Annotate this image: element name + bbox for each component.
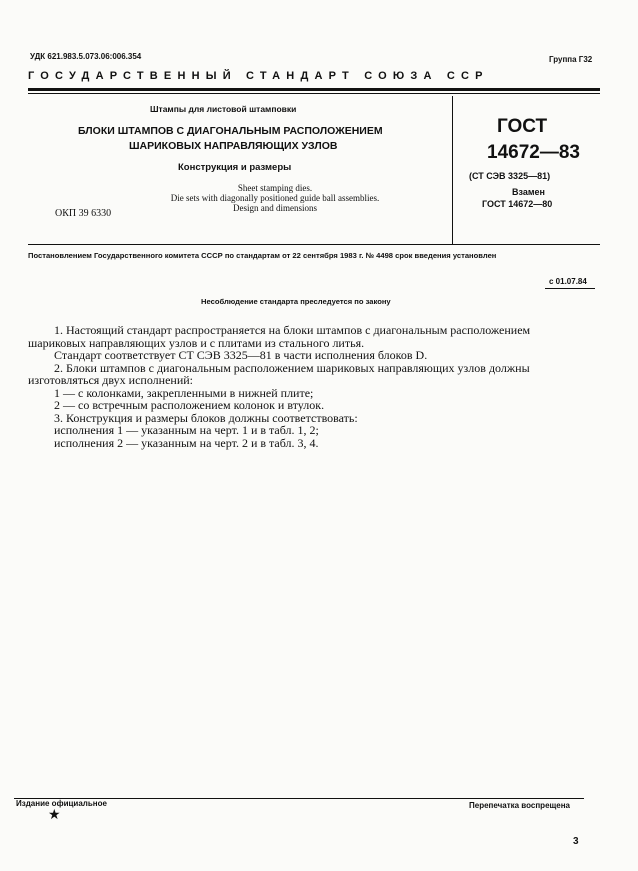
gost-label: ГОСТ [497, 116, 548, 137]
replaced-gost: ГОСТ 14672—80 [482, 199, 553, 209]
effective-date: с 01.07.84 [549, 277, 587, 286]
page-number: 3 [573, 836, 579, 847]
decree-text: Постановлением Государственного комитета СССР по стандартам от 22 сентября 1983 г. № 4498 срок введения установлен [28, 251, 497, 260]
state-standard-banner: ГОСУДАРСТВЕННЫЙ СТАНДАРТ СОЮЗА ССР [28, 70, 489, 82]
clause-2-item1: 1 — с колонками, закрепленными в нижней плите; [54, 385, 314, 400]
standard-title-line1: БЛОКИ ШТАМПОВ С ДИАГОНАЛЬНЫМ РАСПОЛОЖЕНИЕМ [78, 125, 383, 137]
standard-title-line2: ШАРИКОВЫХ НАПРАВЛЯЮЩИХ УЗЛОВ [129, 140, 338, 152]
reprint-prohibited: Перепечатка воспрещена [469, 801, 570, 810]
star-icon: ★ [48, 808, 61, 823]
clause-3-item2: исполнения 2 — указанным на черт. 2 и в табл. 3, 4. [54, 435, 319, 450]
english-title-line2: Die sets with diagonally positioned guide ball assemblies. [170, 193, 380, 203]
st-sev-reference: (СТ СЭВ 3325—81) [469, 171, 551, 181]
standard-body [28, 324, 594, 449]
decree-rule [28, 244, 600, 245]
effective-date-underline [545, 288, 595, 289]
official-edition: Издание официальное [16, 799, 107, 808]
clause-1-line3: Стандарт соответствует СТ СЭВ 3325—81 в части исполнения блоков D. [54, 348, 428, 362]
english-title-line3: Design and dimensions [233, 203, 317, 213]
english-title-line1: Sheet stamping dies. [237, 183, 313, 193]
header-rule-thin [28, 93, 600, 94]
title-divider [452, 96, 453, 244]
clause-2-line2: изготовляться двух исполнений: [28, 373, 193, 387]
header-rule-thick [28, 88, 600, 91]
clause-1-line1: 1. Настоящий стандарт распространяется на блоки штампов с диагональным расположением [54, 323, 531, 337]
clause-2-item2: 2 — со встречным расположением колонок и втулок. [54, 398, 325, 412]
clause-2-line1: 2. Блоки штампов с диагональным расположением шариковых направляющих узлов должны [54, 360, 530, 375]
standard-subtitle: Штампы для листовой штамповки [150, 104, 297, 114]
construction-heading: Конструкция и размеры [178, 162, 292, 173]
okp-code: ОКП 39 6330 [55, 208, 112, 219]
udk-code: УДК 621.983.5.073.06:006.354 [30, 52, 142, 61]
legal-warning: Несоблюдение стандарта преследуется по закону [201, 297, 391, 306]
replaces-label: Взамен [512, 187, 545, 197]
gost-number: 14672—83 [487, 142, 580, 163]
clause-3-item1: исполнения 1 — указанным на черт. 1 и в табл. 1, 2; [54, 423, 319, 437]
clause-1-line2: шариковых направляющих узлов и с плитами из стального литья. [28, 335, 365, 350]
group-code: Группа Г32 [549, 55, 593, 64]
clause-3-line1: 3. Конструкция и размеры блоков должны соответствовать: [54, 410, 358, 425]
